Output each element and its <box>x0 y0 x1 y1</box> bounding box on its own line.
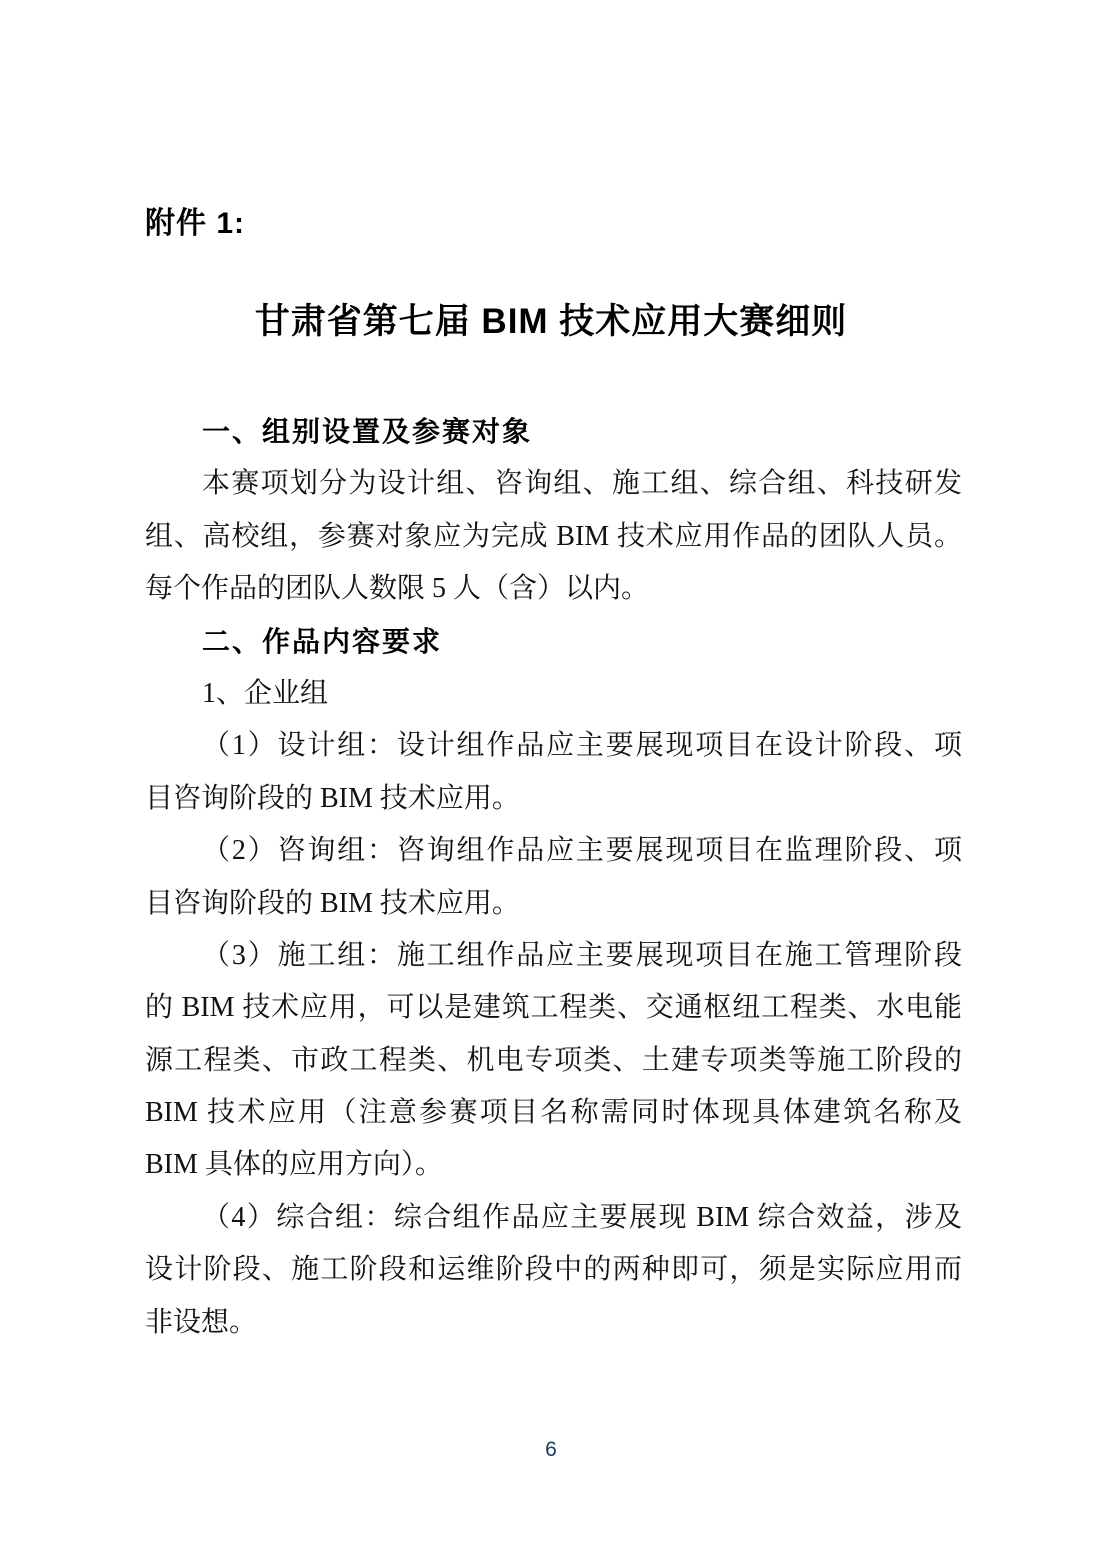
document-body <box>145 406 962 1349</box>
section-heading-2: 二、作品内容要求 <box>202 625 443 657</box>
body-line: （3）施工组：施工组作品应主要展现项目在施工管理阶段 <box>202 939 962 971</box>
body-line: 每个作品的团队人数限 5 人（含）以内。 <box>145 573 650 605</box>
body-line: 本赛项划分为设计组、咨询组、施工组、综合组、科技研发 <box>202 468 962 500</box>
body-line: 组、高校组，参赛对象应为完成 BIM 技术应用作品的团队人员。 <box>145 520 962 552</box>
body-line: BIM 具体的应用方向）。 <box>145 1149 443 1181</box>
document-title: 甘肃省第七届 BIM 技术应用大赛细则 <box>254 302 848 341</box>
page-number: 6 <box>545 1438 557 1461</box>
body-line: 目咨询阶段的 BIM 技术应用。 <box>145 782 520 814</box>
attachment-label: 附件 1: <box>145 207 246 240</box>
body-line: 源工程类、市政工程类、机电专项类、土建专项类等施工阶段的 <box>145 1044 962 1076</box>
body-line: （4）综合组：综合组作品应主要展现 BIM 综合效益，涉及 <box>202 1201 962 1233</box>
section-heading-1: 一、组别设置及参赛对象 <box>202 416 533 447</box>
body-line: 的 BIM 技术应用，可以是建筑工程类、交通枢纽工程类、水电能 <box>145 992 962 1024</box>
body-line: 非设想。 <box>145 1306 258 1338</box>
body-line: 目咨询阶段的 BIM 技术应用。 <box>145 887 520 919</box>
subsection-label: 1、企业组 <box>202 677 329 709</box>
body-line: BIM 技术应用（注意参赛项目名称需同时体现具体建筑名称及 <box>145 1097 962 1129</box>
body-line: 设计阶段、施工阶段和运维阶段中的两种即可，须是实际应用而 <box>145 1254 962 1286</box>
body-line: （1）设计组：设计组作品应主要展现项目在设计阶段、项 <box>202 730 962 762</box>
body-line: （2）咨询组：咨询组作品应主要展现项目在监理阶段、项 <box>202 835 962 867</box>
